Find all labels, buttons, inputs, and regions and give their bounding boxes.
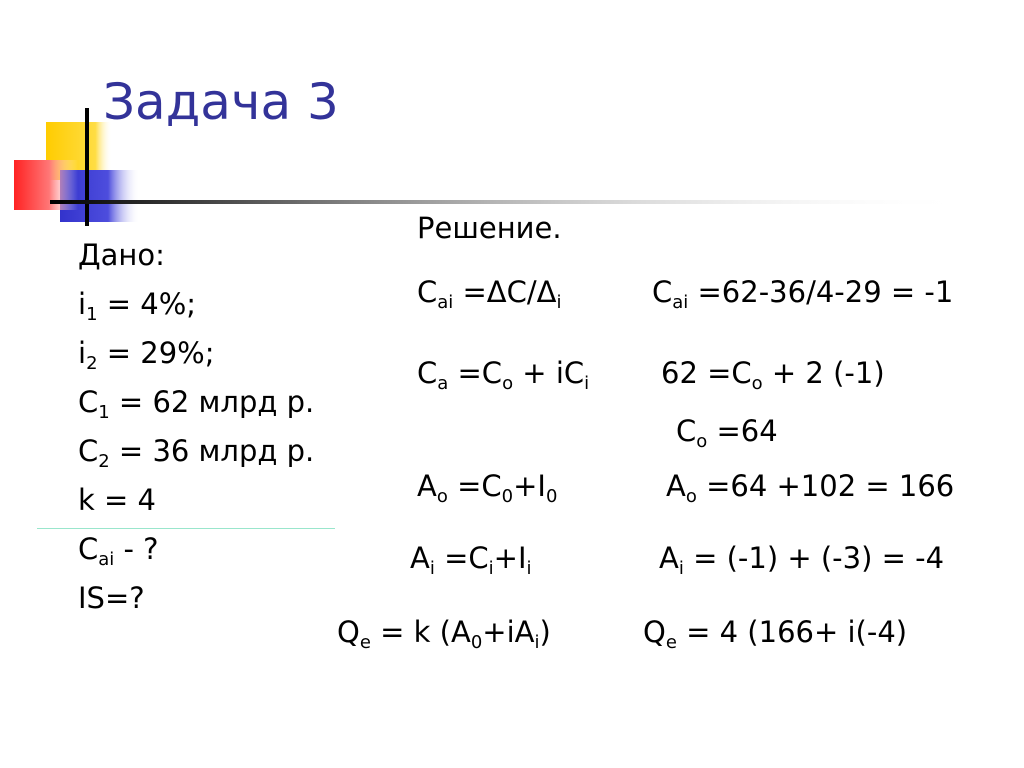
given-line: $i_2 = 29\%$; [78,336,215,374]
calculation-result: $A_o =64 +102 = 166$ [666,469,955,507]
title-underline [50,200,970,204]
calculation-result: $62 =C_o + 2$ (-1) [661,356,885,394]
given-line: k = 4 [78,483,156,517]
calculation-result: $C_o =64$ [676,414,778,452]
solution-heading: Решение. [417,211,562,245]
given-line: $C_2 = 36$ млрд р. [78,434,315,472]
given-line: $C_1 = 62$ млрд р. [78,385,315,423]
calculation-result: $A_i = (-1) + (-3) = -4$ [659,541,945,579]
given-line: IS=? [78,581,145,615]
vertical-accent-line [85,108,89,226]
given-line: $i_1 = 4\%$; [78,287,197,325]
formula: $C_{ai} =\Delta C/\Delta_i$ [417,275,562,313]
given-heading: Дано: [78,238,165,272]
slide-title: Задача 3 [103,73,339,131]
calculation-result: $C_{ai} =62-36/4-29 = -1$ [652,275,954,313]
formula: $Q_e = k$ $(A_0+iA_i)$ [337,615,551,653]
given-line: $C_{ai}$ - ? [78,532,159,570]
calculation-result: $Q_e = 4$ (166+ i(-4) [643,615,908,653]
formula: $A_i =C_i+I_i$ [410,541,532,579]
formula: $C_a =C_o + iC_i$ [417,356,590,394]
formula: $A_o =C_0+I_0$ [417,469,558,507]
